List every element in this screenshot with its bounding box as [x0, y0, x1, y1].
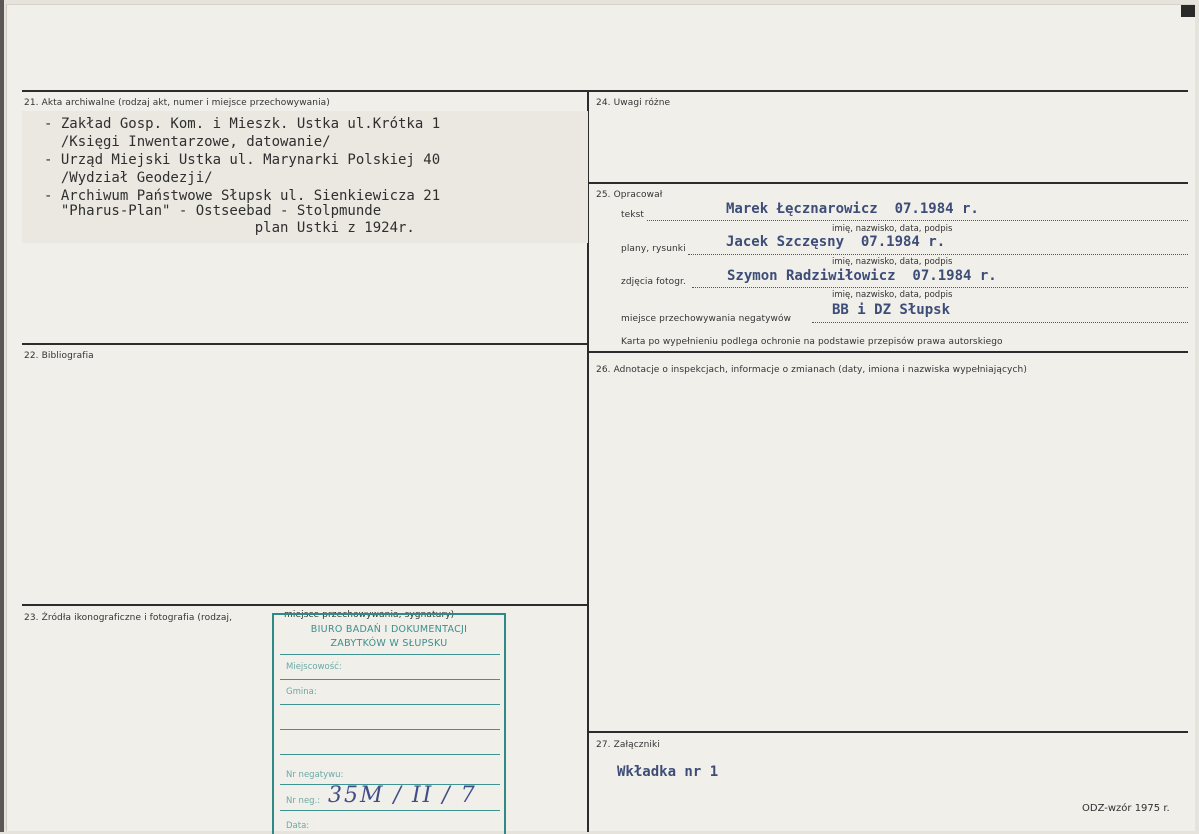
- row-photos-dotline: [692, 287, 1188, 288]
- section-23-label: 23. Źródła ikonograficzne i fotografia (rodzaj,: [24, 613, 233, 623]
- archive-line-3: - Urząd Miejski Ustka ul. Marynarki Polskiej 40: [44, 152, 441, 168]
- row-negatives-dotline: [812, 322, 1188, 323]
- stamp-field-negative: Nr negatywu:: [286, 770, 344, 780]
- handwritten-negative-number: 35M / II / 7: [328, 783, 477, 808]
- section-23-label-cont: miejsce przechowywania, sygnatury): [284, 610, 455, 620]
- divider-25-26: [589, 351, 1188, 353]
- top-rule: [22, 90, 1188, 92]
- divider-21-22: [22, 343, 587, 345]
- office-stamp: [272, 613, 506, 834]
- section-26-label: 26. Adnotacje o inspekcjach, informacje o zmianach (daty, imiona i nazwiska wypełniających): [596, 365, 1027, 375]
- stamp-rule: [280, 704, 500, 705]
- form-id: ODZ-wzór 1975 r.: [1082, 803, 1170, 814]
- row-text-dotline: [647, 220, 1188, 221]
- stamp-field-neg-no: Nr neg.:: [286, 796, 321, 806]
- row-negatives-label: miejsce przechowywania negatywów: [621, 314, 792, 324]
- stamp-field-place: Miejscowość:: [286, 662, 342, 672]
- section-25-label: 25. Opracował: [596, 190, 663, 200]
- divider-26-27: [589, 731, 1188, 733]
- divider-22-23: [22, 604, 587, 606]
- archive-line-1: - Zakład Gosp. Kom. i Mieszk. Ustka ul.Krótka 1: [44, 116, 441, 132]
- section-24-label: 24. Uwagi różne: [596, 98, 671, 108]
- archive-line-6: "Pharus-Plan" - Ostseebad - Stolpmunde: [44, 203, 382, 219]
- archive-line-7: plan Ustki z 1924r.: [44, 220, 415, 236]
- divider-24-25: [589, 182, 1188, 184]
- caption-2: imię, nazwisko, data, podpis: [832, 257, 953, 267]
- row-photos-label: zdjęcia fotogr.: [621, 277, 686, 287]
- section-21-label: 21. Akta archiwalne (rodzaj akt, numer i miejsce przechowywania): [24, 98, 330, 108]
- stamp-rule: [280, 654, 500, 655]
- stamp-title-1: BIURO BADAŃ I DOKUMENTACJI: [310, 624, 468, 635]
- archive-line-2: /Księgi Inwentarzowe, datowanie/: [44, 134, 331, 150]
- caption-3: imię, nazwisko, data, podpis: [832, 290, 953, 300]
- stamp-rule: [280, 754, 500, 755]
- stamp-rule: [280, 729, 500, 730]
- section-22-label: 22. Bibliografia: [24, 351, 94, 361]
- row-plans-label: plany, rysunki: [621, 244, 686, 254]
- stamp-rule: [280, 810, 500, 811]
- stamp-field-date: Data:: [286, 821, 310, 831]
- copyright-note: Karta po wypełnieniu podlega ochronie na podstawie przepisów prawa autorskiego: [621, 337, 1003, 347]
- stamp-rule: [280, 679, 500, 680]
- section-27-label: 27. Załączniki: [596, 740, 660, 750]
- row-plans-dotline: [688, 254, 1188, 255]
- attachment-value: Wkładka nr 1: [617, 764, 719, 780]
- archive-line-4: /Wydział Geodezji/: [44, 170, 213, 186]
- row-text-value: Marek Łęcznarowicz 07.1984 r.: [726, 201, 979, 217]
- stamp-title-2: ZABYTKÓW W SŁUPSKU: [330, 638, 448, 649]
- corner-mark: [1181, 5, 1195, 17]
- row-plans-value: Jacek Szczęsny 07.1984 r.: [726, 234, 946, 250]
- caption-1: imię, nazwisko, data, podpis: [832, 224, 953, 234]
- archive-line-5: - Archiwum Państwowe Słupsk ul. Sienkiewicza 21: [44, 188, 441, 204]
- row-negatives-value: BB i DZ Słupsk: [832, 302, 951, 318]
- row-text-label: tekst: [621, 210, 644, 220]
- stamp-field-gmina: Gmina:: [286, 687, 317, 697]
- row-photos-value: Szymon Radziwiłowicz 07.1984 r.: [727, 268, 997, 284]
- card-left-edge: [0, 0, 4, 832]
